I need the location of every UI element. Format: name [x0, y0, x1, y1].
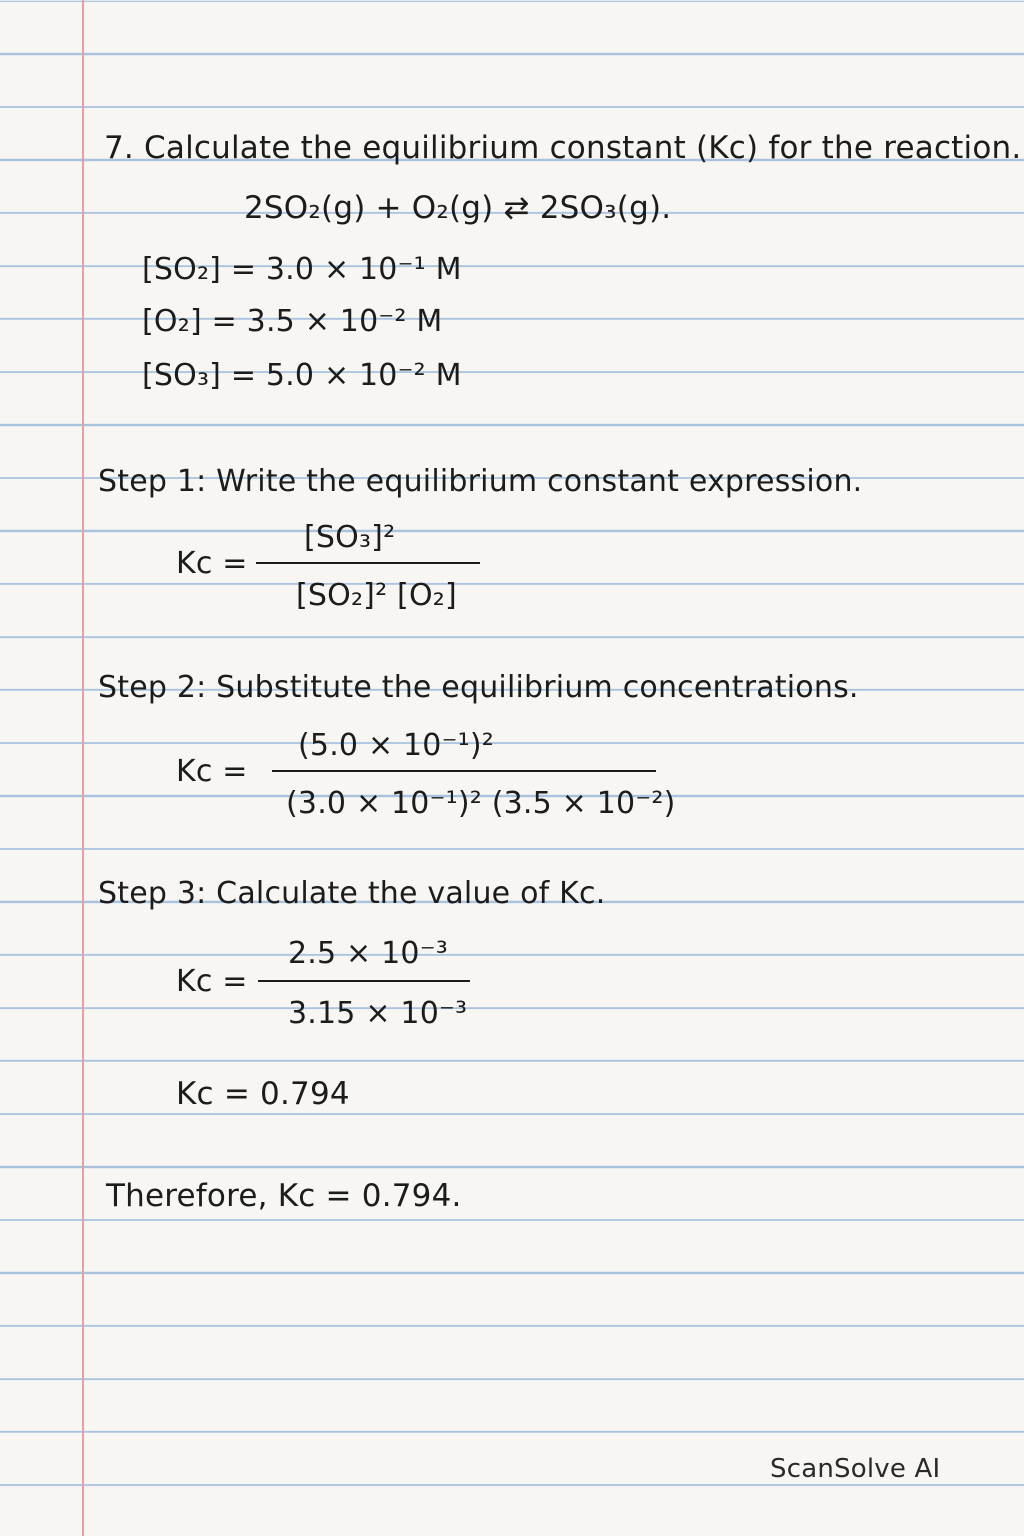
- step2-fraction-bar: [272, 770, 656, 772]
- concentration-so3: [SO₃] = 5.0 × 10⁻² M: [142, 358, 462, 393]
- step1-numerator: [SO₃]²: [304, 520, 396, 555]
- step1-heading: Step 1: Write the equilibrium constant expression.: [98, 464, 863, 499]
- step3-fraction-bar: [258, 980, 470, 982]
- step3-heading: Step 3: Calculate the value of Kc.: [98, 876, 606, 911]
- step1-lhs: Kc =: [176, 546, 248, 581]
- step3-lhs: Kc =: [176, 964, 248, 999]
- step2-lhs: Kc =: [176, 754, 248, 789]
- question-title: 7. Calculate the equilibrium constant (Kc) for the reaction.: [104, 130, 1022, 166]
- conclusion: Therefore, Kc = 0.794.: [106, 1178, 462, 1214]
- margin-line: [82, 0, 84, 1536]
- step2-numerator: (5.0 × 10⁻¹)²: [298, 728, 494, 763]
- reaction-equation: 2SO₂(g) + O₂(g) ⇄ 2SO₃(g).: [244, 190, 672, 226]
- step1-fraction-bar: [256, 562, 480, 564]
- watermark: ScanSolve AI: [770, 1454, 941, 1484]
- step3-result: Kc = 0.794: [176, 1076, 350, 1112]
- step1-denominator: [SO₂]² [O₂]: [296, 578, 457, 613]
- step3-numerator: 2.5 × 10⁻³: [288, 936, 448, 971]
- concentration-so2: [SO₂] = 3.0 × 10⁻¹ M: [142, 252, 462, 287]
- step3-denominator: 3.15 × 10⁻³: [288, 996, 468, 1031]
- step2-denominator: (3.0 × 10⁻¹)² (3.5 × 10⁻²): [286, 786, 676, 821]
- step2-heading: Step 2: Substitute the equilibrium concentrations.: [98, 670, 859, 705]
- concentration-o2: [O₂] = 3.5 × 10⁻² M: [142, 304, 443, 339]
